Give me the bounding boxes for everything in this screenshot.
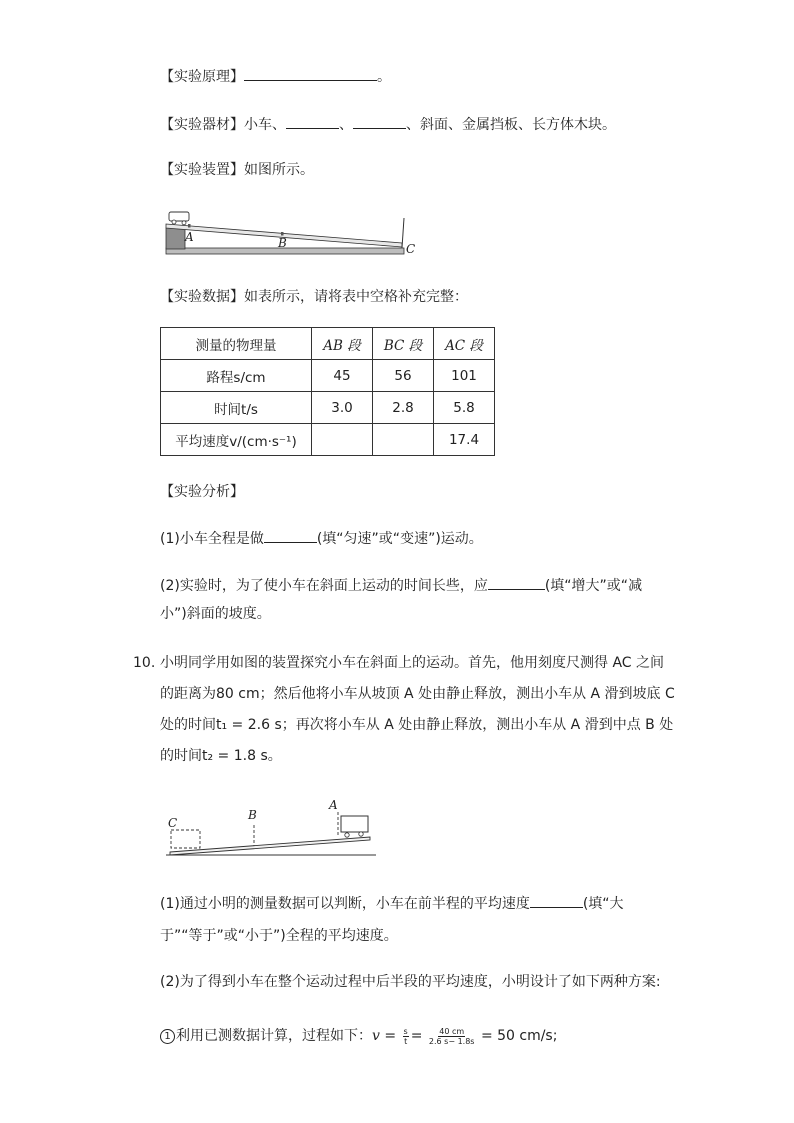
s2-question-2: (2)为了得到小车在整个运动过程中后半段的平均速度，小明设计了如下两种方案: xyxy=(160,974,661,990)
table-row-label: 路程s/cm xyxy=(161,360,312,392)
figure2-label-a: A xyxy=(329,798,338,812)
figure1-label-c: C xyxy=(406,242,416,256)
fraction-numerator: 40 cm xyxy=(439,1026,465,1036)
figure2-cart-end-position xyxy=(171,830,200,848)
table-cell: 5.8 xyxy=(434,392,495,424)
table-cell: 56 xyxy=(373,360,434,392)
data-table xyxy=(160,327,495,456)
data-label: 【实验数据】 xyxy=(160,289,244,305)
q10-text-line-1: 小明同学用如图的装置探究小车在斜面上的运动。首先，他用刻度尺测得 AC 之间 xyxy=(160,655,665,671)
s1-q1-text-a: (1)小车全程是做 xyxy=(160,531,264,547)
principle-line xyxy=(160,66,391,87)
table-row xyxy=(161,360,495,392)
figure2-cart xyxy=(341,816,368,832)
method-1-text: 利用已测数据计算，过程如下： xyxy=(176,1028,372,1044)
data-line xyxy=(160,287,468,307)
principle-blank xyxy=(244,66,377,81)
table-row xyxy=(161,328,495,360)
equipment-blank-2 xyxy=(353,114,406,129)
q10-text-line-3: 处的时间t₁ = 2.6 s；再次将小车从 A 处由静止释放，测出小车从 A 滑到中点 B 处 xyxy=(160,717,674,733)
figure1-cart-wheel xyxy=(172,220,176,224)
s2-q1-blank xyxy=(530,893,583,908)
fraction-s-over-t xyxy=(403,1027,409,1046)
formula-result: = 50 cm/s; xyxy=(480,1028,558,1044)
method-1-line xyxy=(160,1026,557,1046)
figure1-metal-baffle xyxy=(402,218,404,248)
formula-equals: = xyxy=(410,1028,423,1044)
principle-label: 【实验原理】 xyxy=(160,69,244,85)
setup-text: 如图所示。 xyxy=(244,162,314,178)
principle-end: 。 xyxy=(377,69,391,85)
s2-q1-text-a: (1)通过小明的测量数据可以判断，小车在前半程的平均速度 xyxy=(160,896,530,912)
data-text: 如表所示，请将表中空格补充完整： xyxy=(244,289,468,305)
s2-question-1-line-2: 于”“等于”或“小于”)全程的平均速度。 xyxy=(160,928,398,944)
table-cell-blank xyxy=(373,424,434,456)
table-header-cell: AC 段 xyxy=(434,328,495,360)
s1-question-2-line-2: 小”)斜面的坡度。 xyxy=(160,606,271,622)
equipment-blank-1 xyxy=(286,114,339,129)
table-row xyxy=(161,424,495,456)
figure1-label-b: B xyxy=(278,236,287,250)
setup-label: 【实验装置】 xyxy=(160,162,244,178)
s1-q1-blank xyxy=(264,528,317,543)
question-number: 10. xyxy=(133,655,156,671)
fraction-numerator: s xyxy=(403,1026,408,1036)
fraction-distance-over-time xyxy=(429,1027,475,1046)
figure1-cart xyxy=(169,212,189,221)
figure1-support-block xyxy=(166,228,185,249)
table-row-label: 平均速度v/(cm·s⁻¹) xyxy=(161,424,312,456)
figure1-label-a: A xyxy=(185,230,194,244)
equipment-text-1: 小车、 xyxy=(244,117,286,133)
equipment-text-2: 、 xyxy=(339,117,353,133)
equipment-line xyxy=(160,114,616,135)
incline-figure-1 xyxy=(164,207,420,257)
s1-q1-text-b: (填“匀速”或“变速”)运动。 xyxy=(316,531,483,547)
table-row-label: 时间t/s xyxy=(161,392,312,424)
circled-number: 1 xyxy=(160,1029,175,1044)
figure2-label-b: B xyxy=(248,808,257,822)
equipment-label: 【实验器材】 xyxy=(160,117,244,133)
figure1-mark-a xyxy=(188,224,191,228)
incline-figure-2 xyxy=(164,795,378,861)
figure1-mark-b xyxy=(281,232,284,236)
s2-q1-text-b: (填“大 xyxy=(582,896,624,912)
fraction-denominator: 2.6 s− 1.8s xyxy=(428,1036,475,1046)
table-cell: 17.4 xyxy=(434,424,495,456)
formula-v: v = xyxy=(372,1028,397,1044)
q10-text-line-4: 的时间t₂ = 1.8 s。 xyxy=(160,748,282,764)
figure2-cart-wheel xyxy=(359,832,363,836)
figure2-cart-wheel xyxy=(345,833,349,837)
figure1-cart-wheel xyxy=(182,221,186,225)
s1-q2-text-a: (2)实验时，为了使小车在斜面上运动的时间长些，应 xyxy=(160,578,488,594)
s2-question-1-line-1 xyxy=(160,893,624,914)
table-cell: 2.8 xyxy=(373,392,434,424)
table-header-cell: BC 段 xyxy=(373,328,434,360)
table-cell: 101 xyxy=(434,360,495,392)
table-header-cell: 测量的物理量 xyxy=(161,328,312,360)
s1-q2-text-b: (填“增大”或“减 xyxy=(544,578,643,594)
table-cell-blank xyxy=(312,424,373,456)
table-cell: 3.0 xyxy=(312,392,373,424)
analysis-label: 【实验分析】 xyxy=(160,484,244,500)
figure2-label-c: C xyxy=(168,816,178,830)
s1-question-1 xyxy=(160,528,483,549)
fraction-denominator: t xyxy=(404,1036,408,1046)
equipment-text-3: 、斜面、金属挡板、长方体木块。 xyxy=(406,117,616,133)
q10-text-line-2: 的距离为80 cm；然后他将小车从坡顶 A 处由静止释放，测出小车从 A 滑到坡底 C xyxy=(160,686,675,702)
table-cell: 45 xyxy=(312,360,373,392)
s1-q2-blank xyxy=(488,575,545,590)
table-header-cell: AB 段 xyxy=(312,328,373,360)
setup-line xyxy=(160,160,314,180)
table-row xyxy=(161,392,495,424)
s1-question-2-line-1 xyxy=(160,575,642,596)
